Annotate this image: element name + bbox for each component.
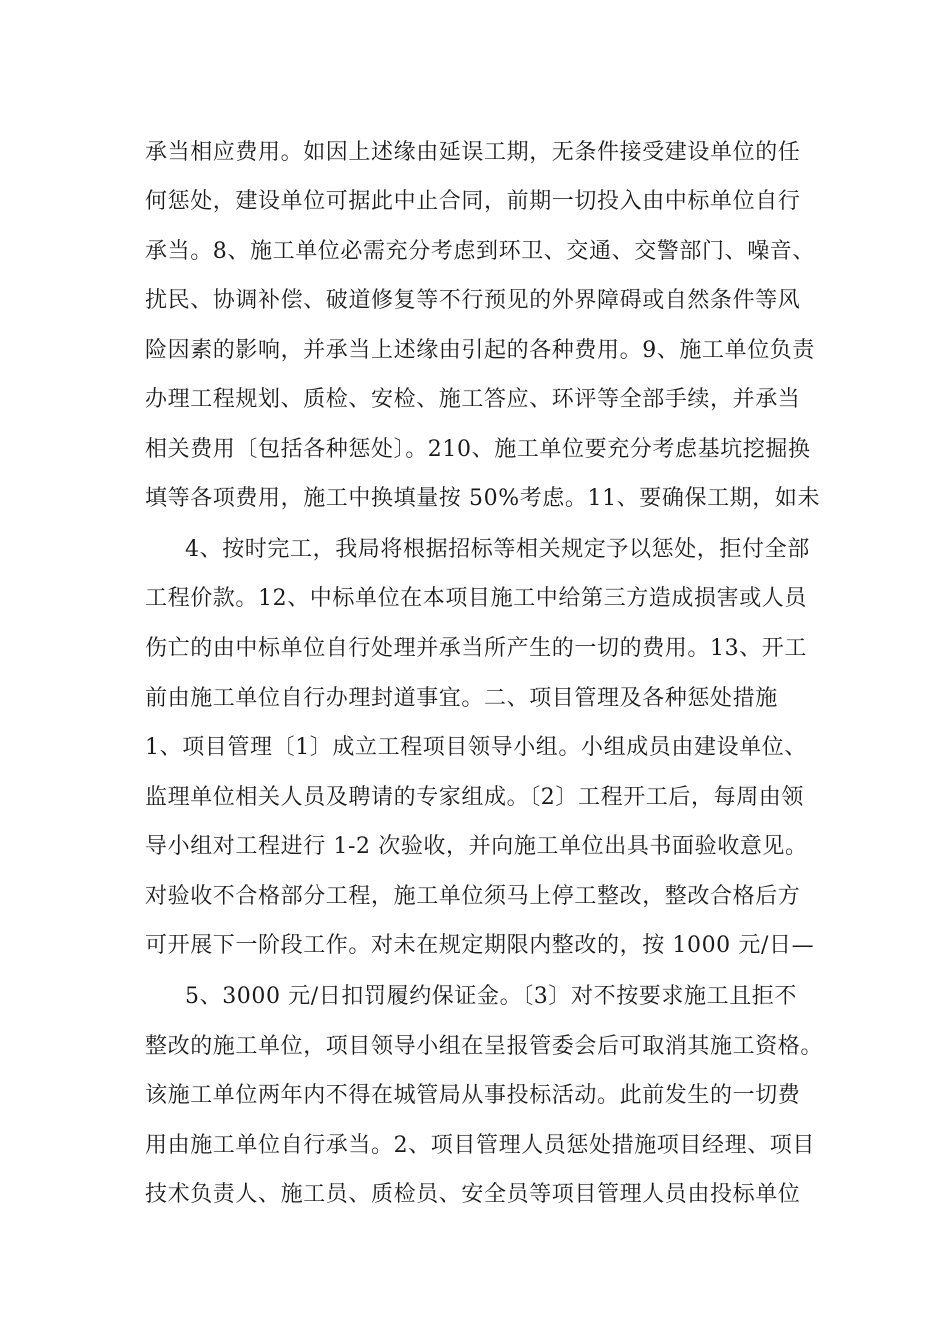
text-line: 何惩处，建设单位可据此中止合同，前期一切投入由中标单位自行 <box>145 189 801 214</box>
text-line: 导小组对工程进行 1-2 次验收，并向施工单位出具书面验收意见。 <box>145 834 808 859</box>
text-line: 相关费用〔包括各种惩处〕。210、施工单位要充分考虑基坑挖掘换 <box>145 437 811 462</box>
text-line: 技术负责人、施工员、质检员、安全员等项目管理人员由投标单位 <box>145 1182 801 1207</box>
text-line-indented: 5、3000 元/日扣罚履约保证金。〔3〕对不按要求施工且拒不 <box>185 984 797 1009</box>
text-line: 整改的施工单位，项目领导小组在呈报管委会后可取消其施工资格。 <box>145 1034 824 1059</box>
text-line: 伤亡的由中标单位自行处理并承当所产生的一切的费用。13、开工 <box>145 636 807 661</box>
text-line: 工程价款。12、中标单位在本项目施工中给第三方造成损害或人员 <box>145 586 807 611</box>
text-line: 对验收不合格部分工程，施工单位须马上停工整改，整改合格后方 <box>145 884 801 909</box>
text-line-indented: 4、按时完工，我局将根据招标等相关规定予以惩处，拒付全部 <box>185 537 810 562</box>
text-line: 承当。8、施工单位必需充分考虑到环卫、交通、交警部门、噪音、 <box>145 239 815 264</box>
text-line: 可开展下一阶段工作。对未在规定期限内整改的，按 1000 元/日— <box>145 933 815 958</box>
text-line: 险因素的影响，并承当上述缘由引起的各种费用。9、施工单位负责 <box>145 338 815 363</box>
text-line: 该施工单位两年内不得在城管局从事投标活动。此前发生的一切费 <box>145 1083 801 1108</box>
text-line: 承当相应费用。如因上述缘由延误工期，无条件接受建设单位的任 <box>145 140 801 165</box>
text-line: 办理工程规划、质检、安检、施工答应、环评等全部手续，并承当 <box>145 387 801 412</box>
text-line: 用由施工单位自行承当。2、项目管理人员惩处措施项目经理、项目 <box>145 1133 815 1158</box>
text-line: 监理单位相关人员及聘请的专家组成。〔2〕工程开工后，每周由领 <box>145 785 804 810</box>
text-line: 填等各项费用，施工中换填量按 50%考虑。11、要确保工期，如未 <box>145 486 821 511</box>
text-line: 扰民、协调补偿、破道修复等不行预见的外界障碍或自然条件等风 <box>145 288 801 313</box>
text-line: 前由施工单位自行办理封道事宜。二、项目管理及各种惩处措施 <box>145 686 778 711</box>
text-line: 1、项目管理〔1〕成立工程项目领导小组。小组成员由建设单位、 <box>145 735 807 760</box>
